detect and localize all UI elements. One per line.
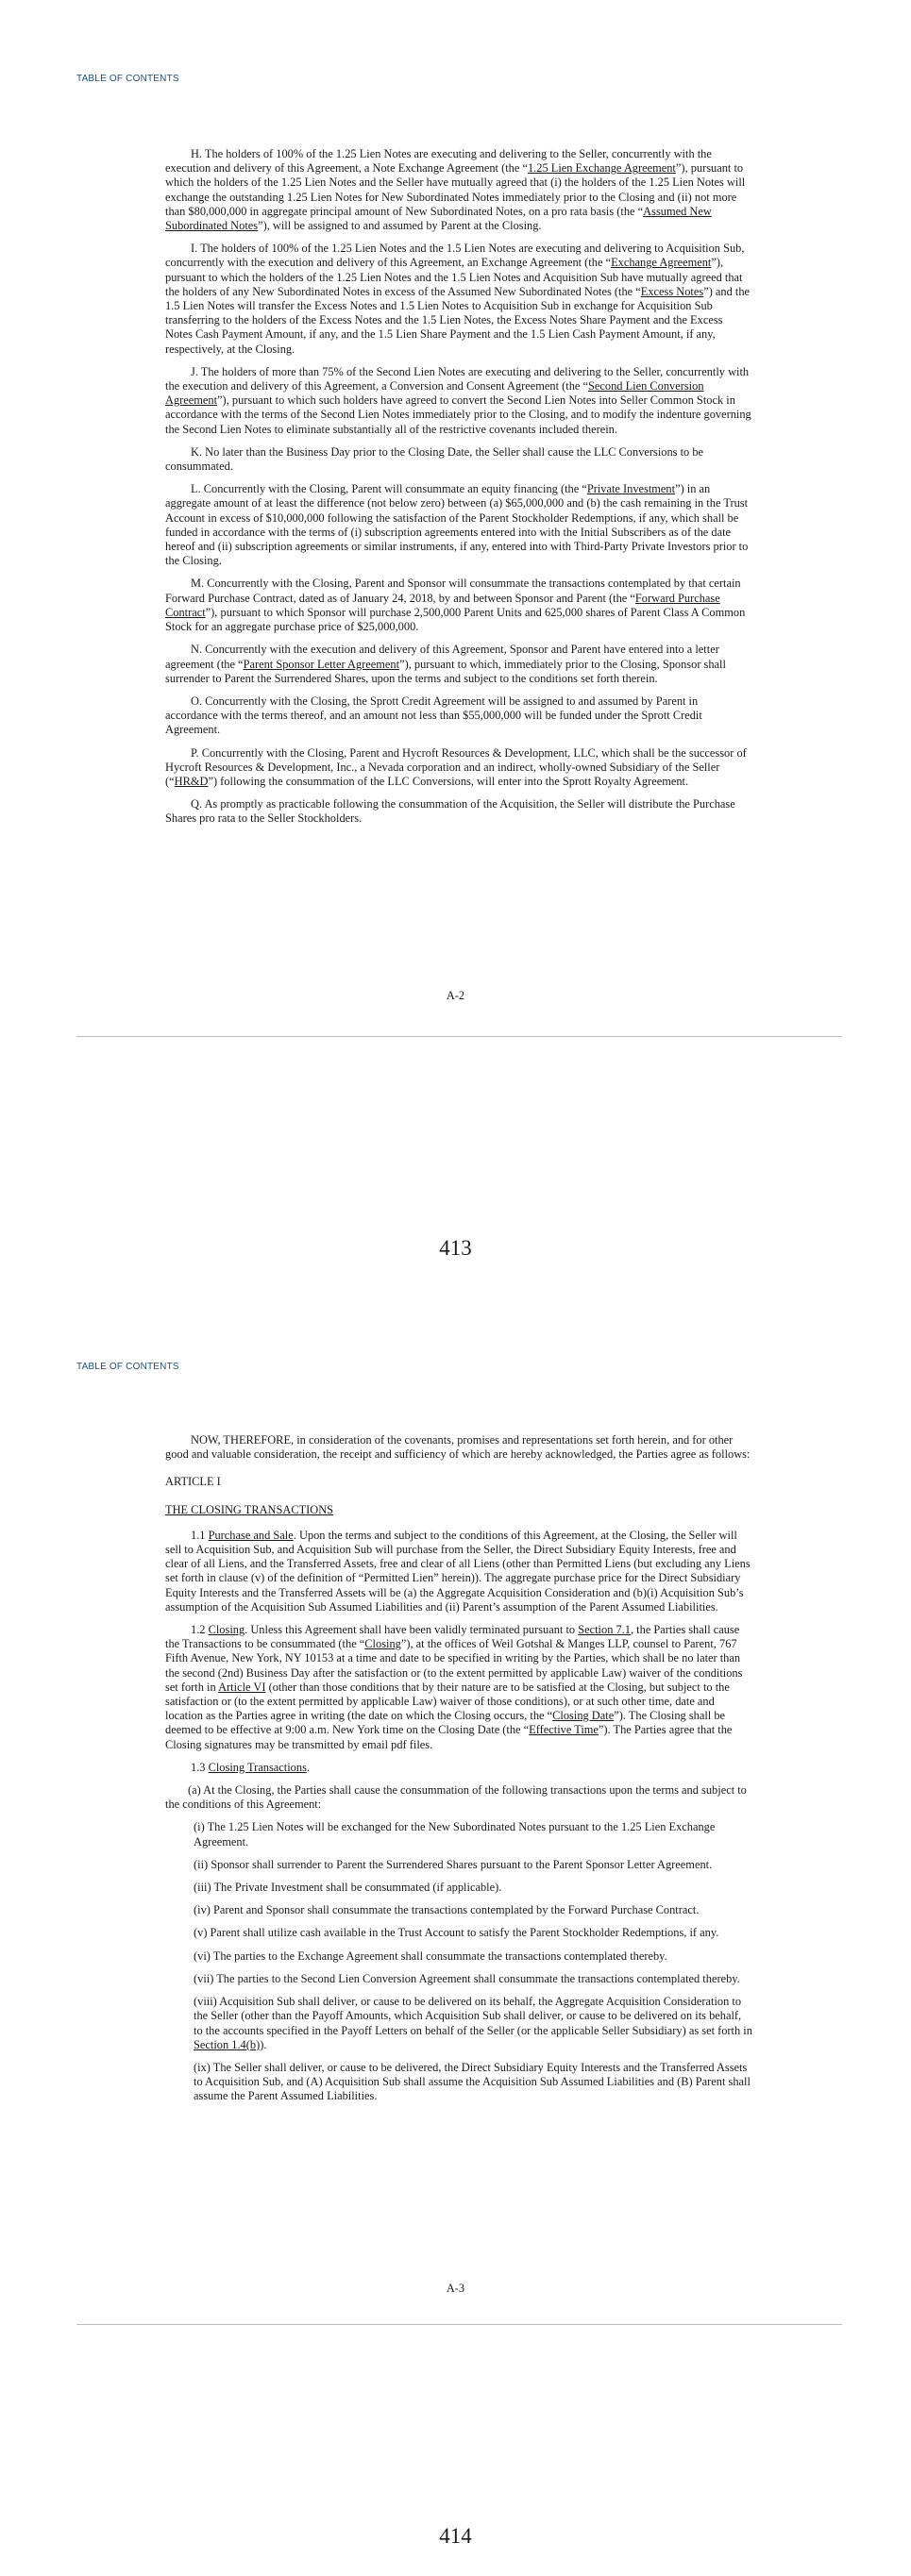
section-1-3-a: (a) At the Closing, the Parties shall cause the consummation of the following transactions upon the terms and subject to the conditions of this Agreement: <box>165 1783 747 1812</box>
recital-q: Q. As promptly as practicable following the consummation of the Acquisition, the Seller will distribute the Purchase Shares pro rata to the Seller Stockholders. <box>165 797 735 826</box>
defined-term: Article VI <box>218 1680 266 1694</box>
page1-body <box>165 147 752 835</box>
defined-term: Section 7.1 <box>578 1623 631 1637</box>
defined-term: Assumed New Subordinated Notes <box>165 204 712 233</box>
closing-transactions-list <box>165 1820 752 2103</box>
defined-term: Exchange Agreement <box>611 256 712 270</box>
page-divider <box>76 2324 842 2325</box>
closing-transaction-item: (ix) The Seller shall deliver, or cause to be delivered, the Direct Subsidiary Equity Interests and the Transferred Assets to Acquisition Sub, and (A) Acquisition Sub shall assume the Acquisition Sub Assumed Liabilities and (B) Parent shall assume the Parent Assumed Liabilities. <box>194 2060 751 2103</box>
recital-p: P. Concurrently with the Closing, Parent and Hycroft Resources & Development, LLC, which shall be the successor of Hycroft Resources & Development, Inc., a Nevada corporation and an indirect, wholly-owned Subsidiary of the Seller (“HR&D”) following the consummation of the LLC Conversions, will enter into the Sprott Royalty Agreement. <box>165 745 747 788</box>
article-title: THE CLOSING TRANSACTIONS <box>165 1502 334 1516</box>
page2-number: 414 <box>439 2524 472 2548</box>
defined-term: Excess Notes <box>640 284 704 298</box>
recital-h: H. The holders of 100% of the 1.25 Lien Notes are executing and delivering to the Seller, concurrently with the execution and delivery of this Agreement, a Note Exchange Agreement (the “1.25 Lien Exchange Agreement”), pursuant to which the holders of the 1.25 Lien Notes and the Seller have mutually agreed that (i) the holders of the 1.25 Lien Notes will exchange the outstanding 1.25 Lien Notes for New Subordinated Notes immediately prior to the Closing and (ii) not more than $80,000,000 in aggregate principal amount of New Subordinated Notes, on a pro rata basis (the “Assumed New Subordinated Notes”), will be assigned to and assumed by Parent at the Closing. <box>165 147 746 233</box>
article-heading: ARTICLE I <box>165 1475 221 1489</box>
closing-transaction-item: (i) The 1.25 Lien Notes will be exchanged for the New Subordinated Notes pursuant to the 1.25 Lien Exchange Agreement. <box>194 1820 716 1848</box>
defined-term: Closing Date <box>552 1709 615 1723</box>
closing-transaction-item: (v) Parent shall utilize cash available in the Trust Account to satisfy the Parent Stockholder Redemptions, if any. <box>194 1926 719 1940</box>
defined-term: HR&D <box>174 774 209 788</box>
defined-term: Section 1.4(b) <box>194 2037 261 2051</box>
page2-footer: A-3 <box>446 2282 465 2295</box>
defined-term: Parent Sponsor Letter Agreement <box>243 657 400 671</box>
section-1-3: 1.3 Closing Transactions. <box>191 1760 311 1774</box>
defined-term: Closing <box>364 1637 401 1651</box>
recital-l: L. Concurrently with the Closing, Parent will consummate an equity financing (the “Private Investment”) in an aggregate amount of at least the difference (not below zero) between (a) $65,000,000 and (b) the cash remaining in the Trust Account in excess of $10,000,000 following the satisfaction of the Parent Stockholder Redemptions, if any, which shall be funded in accordance with the terms of (i) subscription agreements entered into with the Initial Subscribers as of the date hereof and (ii) subscription agreements or similar instruments, if any, entered into with Third-Party Private Investors prior to the Closing. <box>165 482 749 568</box>
defined-term: Effective Time <box>529 1723 599 1737</box>
page1-footer: A-2 <box>446 989 465 1002</box>
defined-term: Forward Purchase Contract <box>165 591 720 619</box>
recital-o: O. Concurrently with the Closing, the Sprott Credit Agreement will be assigned to and assumed by Parent in accordance with the terms thereof, and an amount not less than $55,000,000 will be funded under the Sprott Credit Agreement. <box>165 694 702 737</box>
defined-term: 1.25 Lien Exchange Agreement <box>527 161 676 176</box>
recital-j: J. The holders of more than 75% of the Second Lien Notes are executing and delivering to the Seller, concurrently with the execution and delivery of this Agreement, a Conversion and Consent Agreement (the “Second Lien Conversion Agreement”), pursuant to which such holders have agreed to convert the Second Lien Notes into Seller Common Stock in accordance with the terms of the Second Lien Notes immediately prior to the Closing, and to modify the indenture governing the Second Lien Notes to eliminate substantially all of the restrictive covenants included therein. <box>165 364 751 436</box>
closing-transaction-item: (ii) Sponsor shall surrender to Parent the Surrendered Shares pursuant to the Parent Sponsor Letter Agreement. <box>194 1857 713 1871</box>
table-of-contents-link[interactable]: TABLE OF CONTENTS <box>76 1362 179 1372</box>
closing-transaction-item: (iii) The Private Investment shall be consummated (if applicable). <box>194 1881 502 1895</box>
defined-term: Purchase and Sale <box>208 1528 294 1542</box>
recital-i: I. The holders of 100% of the 1.25 Lien Notes and the 1.5 Lien Notes are executing and delivering to Acquisition Sub, concurrently with the execution and delivery of this Agreement, an Exchange Agreement (the “Exchange Agreement”), pursuant to which the holders of the 1.25 Lien Notes and the 1.5 Lien Notes and Acquisition Sub have mutually agreed that the holders of any New Subordinated Notes in excess of the Assumed New Subordinated Notes (the “Excess Notes”) and the 1.5 Lien Notes will transfer the Excess Notes and 1.5 Lien Notes to Acquisition Sub in exchange for Acquisition Sub transferring to the holders of the Excess Notes and the 1.5 Lien Notes, the Excess Notes Share Payment and the Excess Notes Cash Payment Amount, if any, and the 1.5 Lien Share Payment and the 1.5 Lien Cash Payment Amount, if any, respectively, at the Closing. <box>165 242 751 356</box>
page1-number: 413 <box>439 1236 472 1260</box>
section-1-2: 1.2 Closing. Unless this Agreement shall have been validly terminated pursuant to Section 7.1, the Parties shall cause the Transactions to be consummated (the “Closing”), at the offices of Weil Gotshal & Manges LLP, counsel to Parent, 767 Fifth Avenue, New York, NY 10153 at a time and date to be specified in writing by the Parties, which shall be no later than the second (2nd) Business Day after the satisfaction or (to the extent permitted by applicable Law) waiver of the conditions set forth in Article VI (other than those conditions that by their nature are to be satisfied at the Closing, but subject to the satisfaction or (to the extent permitted by applicable Law) waiver of those conditions), or at such other time, date and location as the Parties agree in writing (the date on which the Closing occurs, the “Closing Date”). The Closing shall be deemed to be effective at 9:00 a.m. New York time on the Closing Date (the “Effective Time”). The Parties agree that the Closing signatures may be transmitted by email pdf files. <box>165 1623 743 1751</box>
defined-term: Private Investment <box>586 482 676 496</box>
recital-m: M. Concurrently with the Closing, Parent and Sponsor will consummate the transactions contemplated by that certain Forward Purchase Contract, dated as of January 24, 2018, by and between Sponsor and Parent (the “Forward Purchase Contract”), pursuant to which Sponsor will purchase 2,500,000 Parent Units and 625,000 shares of Parent Class A Common Stock for an aggregate purchase price of $25,000,000. <box>165 577 746 634</box>
closing-transaction-item: (viii) Acquisition Sub shall deliver, or cause to be delivered on its behalf, the Aggregate Acquisition Consideration to the Seller (other than the Payoff Amounts, which Acquisition Sub shall deliver, or cause to be delivered on its behalf, to the accounts specified in the Payoff Letters on behalf of the Seller (or the applicable Seller Subsidiary) as set forth in Section 1.4(b)). <box>194 1995 752 2051</box>
defined-term: Closing <box>208 1623 245 1637</box>
page-divider <box>76 1036 842 1037</box>
table-of-contents-link[interactable]: TABLE OF CONTENTS <box>76 74 179 84</box>
recital-k: K. No later than the Business Day prior to the Closing Date, the Seller shall cause the LLC Conversions to be consummated. <box>165 444 704 474</box>
closing-transaction-item: (vii) The parties to the Second Lien Conversion Agreement shall consummate the transactions contemplated thereby. <box>194 1971 740 1985</box>
defined-term: Second Lien Conversion Agreement <box>165 379 704 408</box>
defined-term: Closing Transactions <box>208 1760 307 1774</box>
closing-transaction-item: (iv) Parent and Sponsor shall consummate the transactions contemplated by the Forward Purchase Contract. <box>194 1903 700 1917</box>
intro-paragraph: NOW, THEREFORE, in consideration of the covenants, promises and representations set forth herein, and for other good and valuable consideration, the receipt and sufficiency of which are hereby acknowledged, the Parties agree as follows: <box>165 1433 751 1462</box>
closing-transaction-item: (vi) The parties to the Exchange Agreement shall consummate the transactions contemplated thereby. <box>194 1949 667 1963</box>
recital-n: N. Concurrently with the execution and delivery of this Agreement, Sponsor and Parent have entered into a letter agreement (the “Parent Sponsor Letter Agreement”), pursuant to which, immediately prior to the Closing, Sponsor shall surrender to Parent the Surrendered Shares, upon the terms and subject to the conditions set forth therein. <box>165 643 726 685</box>
section-1-1: 1.1 Purchase and Sale. Upon the terms and subject to the conditions of this Agreement, at the Closing, the Seller will sell to Acquisition Sub, and Acquisition Sub will purchase from the Seller, the Direct Subsidiary Equity Interests, free and clear of all Liens, and the Transferred Assets, free and clear of all Liens (other than Permitted Liens (but excluding any Liens set forth in clause (v) of the definition of “Permitted Lien” herein)). The aggregate purchase price for the Direct Subsidiary Equity Interests and the Transferred Assets will be (a) the Aggregate Acquisition Consideration and (b)(i) Acquisition Sub’s assumption of the Acquisition Sub Assumed Liabilities and (ii) Parent’s assumption of the Parent Assumed Liabilities. <box>165 1528 751 1614</box>
page2-body <box>165 1433 752 2113</box>
